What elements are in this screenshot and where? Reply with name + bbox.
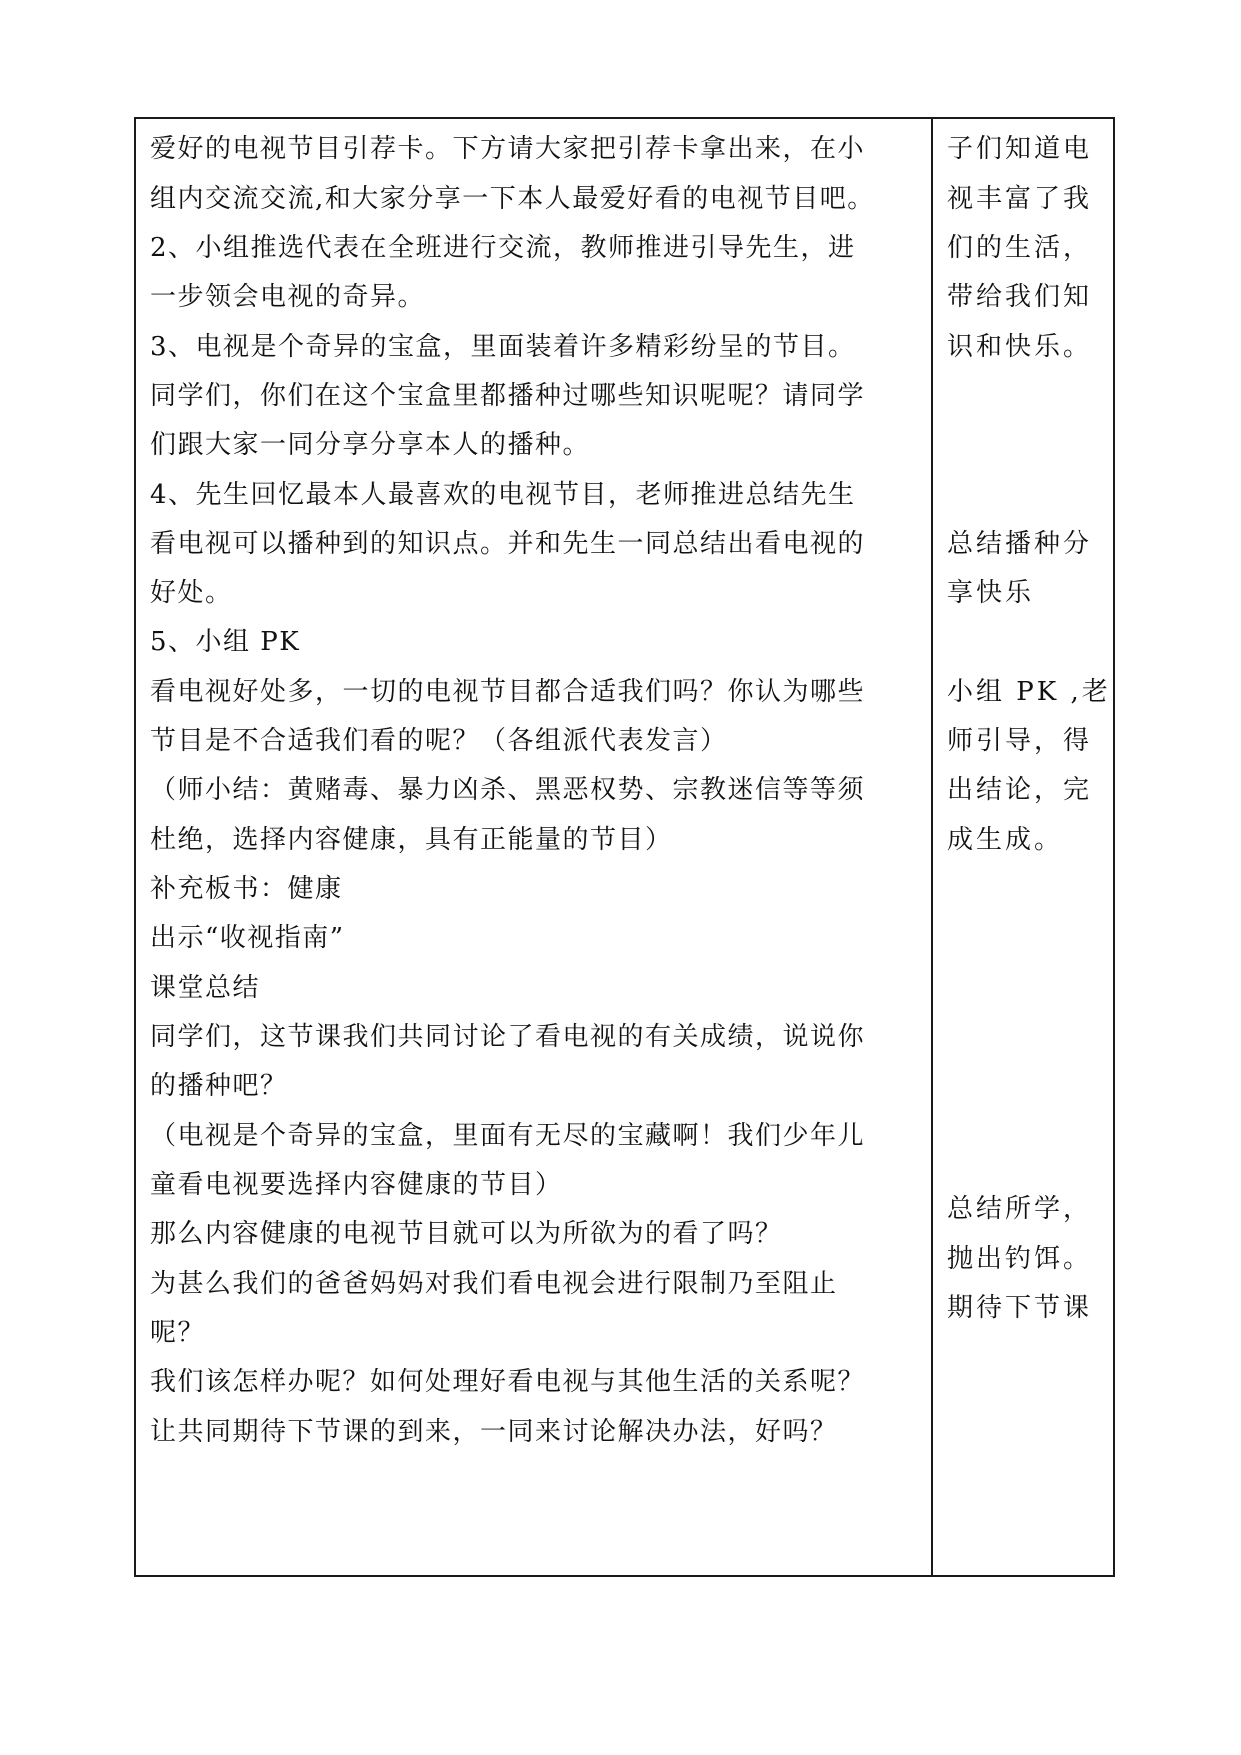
content-line: 那么内容健康的电视节目就可以为所欲为的看了吗？: [150, 1219, 783, 1249]
content-line: 好处。: [150, 578, 233, 608]
content-line: 杜绝，选择内容健康，具有正能量的节目）: [150, 825, 673, 855]
content-line: 一步领会电视的奇异。: [150, 282, 426, 312]
side-note-line: 带给我们知: [947, 282, 1093, 312]
side-note-line: 视丰富了我: [947, 184, 1093, 214]
content-line: 出示“收视指南”: [150, 923, 345, 953]
side-note-line: 识和快乐。: [947, 332, 1093, 362]
side-note-line: 师引导，得: [947, 726, 1093, 756]
content-line: 同学们，你们在这个宝盒里都播种过哪些知识呢呢？请同学: [150, 381, 866, 411]
side-note-line: 总结所学，: [947, 1194, 1093, 1224]
side-note-line: 享快乐: [947, 578, 1035, 608]
lesson-plan-table: [134, 117, 1115, 1577]
content-line: 的播种吧？: [150, 1071, 288, 1101]
content-line: 3、电视是个奇异的宝盒，里面装着许多精彩纷呈的节目。: [150, 332, 856, 362]
side-note-line: 期待下节课: [947, 1293, 1093, 1323]
side-note-line: 子们知道电: [947, 134, 1093, 164]
content-line: 同学们，这节课我们共同讨论了看电视的有关成绩，说说你: [150, 1022, 866, 1052]
content-line: 呢？: [150, 1318, 206, 1348]
side-note-line: 总结播种分: [947, 529, 1093, 559]
content-line: 课堂总结: [150, 973, 261, 1003]
content-line: 让共同期待下节课的到来，一同来讨论解决办法，好吗？: [150, 1417, 838, 1447]
side-note-line: 抛出钓饵。: [947, 1244, 1093, 1274]
content-line: 看电视可以播种到的知识点。并和先生一同总结出看电视的: [150, 529, 866, 559]
content-line: （电视是个奇异的宝盒，里面有无尽的宝藏啊！我们少年儿: [150, 1121, 866, 1151]
side-note-line: 出结论，完: [947, 775, 1093, 805]
side-note-line: 们的生活，: [947, 233, 1093, 263]
content-line: 看电视好处多，一切的电视节目都合适我们吗？你认为哪些: [150, 677, 866, 707]
content-line: 5、小组 PK: [150, 627, 301, 657]
content-line: 4、先生回忆最本人最喜欢的电视节目，老师推进总结先生: [150, 480, 856, 510]
content-line: 我们该怎样办呢？如何处理好看电视与其他生活的关系呢？: [150, 1367, 866, 1397]
content-line: 组内交流交流,和大家分享一下本人最爱好看的电视节目吧。: [150, 184, 875, 214]
content-line: 爱好的电视节目引荐卡。下方请大家把引荐卡拿出来，在小: [150, 134, 866, 164]
side-note-line: 小组 PK ,老: [947, 677, 1111, 707]
content-line: 补充板书：健康: [150, 874, 343, 904]
side-note-line: 成生成。: [947, 825, 1064, 855]
content-line: 为甚么我们的爸爸妈妈对我们看电视会进行限制乃至阻止: [150, 1269, 838, 1299]
content-line: 节目是不合适我们看的呢？（各组派代表发言）: [150, 726, 728, 756]
content-line: 童看电视要选择内容健康的节目）: [150, 1170, 563, 1200]
content-line: 们跟大家一同分享分享本人的播种。: [150, 430, 591, 460]
content-line: （师小结：黄赌毒、暴力凶杀、黑恶权势、宗教迷信等等须: [150, 775, 866, 805]
content-line: 2、小组推选代表在全班进行交流，教师推进引导先生，进: [150, 233, 856, 263]
